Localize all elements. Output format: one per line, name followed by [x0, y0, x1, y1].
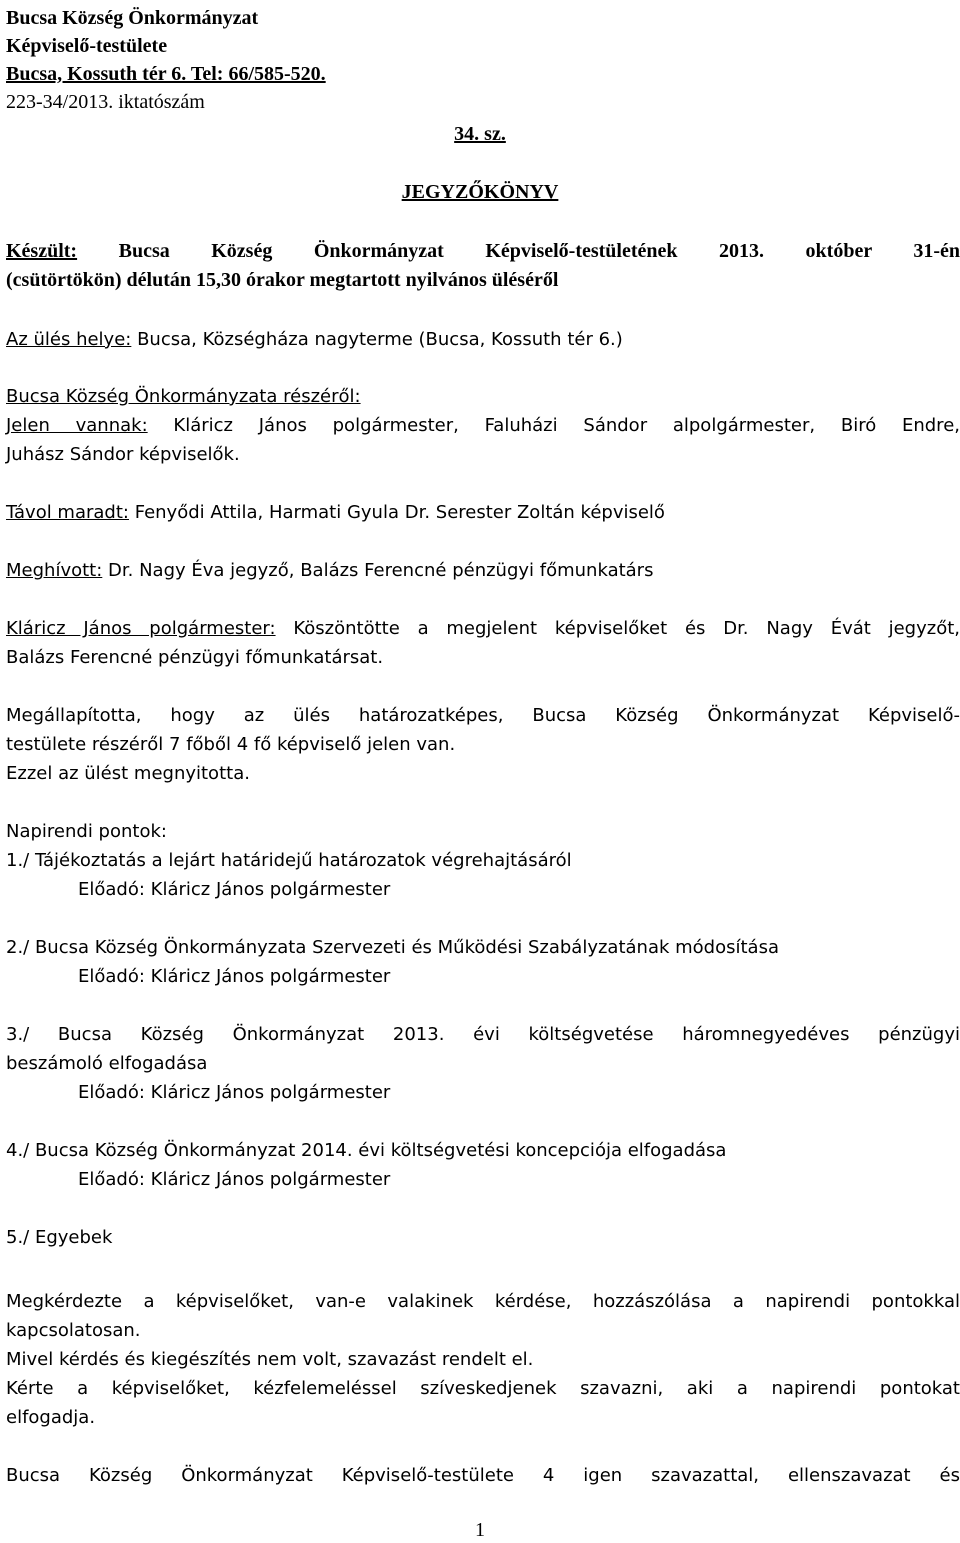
org-address-text: Bucsa, Kossuth tér 6. Tel: 66/585-520. [6, 63, 326, 85]
closing-p4-line-1: Bucsa Község Önkormányzat Képviselő-testülete 4 igen szavazattal, ellenszavazat és [6, 1465, 960, 1486]
body-name: Képviselő-testülete [6, 35, 168, 57]
venue-line [6, 328, 960, 352]
agenda-item-3-cont: beszámoló elfogadása [6, 1053, 208, 1074]
org-address [6, 62, 960, 86]
closing-p1-line-2: kapcsolatosan. [6, 1320, 141, 1341]
closing-p3-line-2: elfogadja. [6, 1407, 96, 1428]
venue-text: Bucsa, Községháza nagyterme (Bucsa, Kossuth tér 6.) [131, 329, 623, 350]
doc-title: JEGYZŐKÖNYV [401, 181, 559, 203]
present-line-2: Juhász Sándor képviselők. [6, 444, 240, 465]
agenda-item-4: 4./ Bucsa Község Önkormányzat 2014. évi költségvetési koncepciója elfogadása [6, 1140, 727, 1161]
page-number: 1 [475, 1519, 485, 1541]
quorum-line-1: Megállapította, hogy az ülés határozatképes, Bucsa Község Önkormányzat Képviselő- [6, 705, 960, 726]
agenda-item-4-presenter: Előadó: Kláricz János polgármester [78, 1169, 391, 1190]
made-label: Készült: [6, 240, 78, 262]
closing-p3-line-1: Kérte a képviselőket, kézfelemeléssel szíveskedjenek szavazni, aki a napirendi pontokat [6, 1378, 960, 1399]
present-label: Jelen vannak: [6, 415, 148, 436]
on-behalf [6, 385, 960, 409]
absent-line [6, 501, 960, 525]
closing-p1-line-1: Megkérdezte a képviselőket, van-e valakinek kérdése, hozzászólása a napirendi pontokkal [6, 1291, 960, 1312]
file-number: 223-34/2013. iktatószám [6, 91, 205, 113]
agenda-item-1: 1./ Tájékoztatás a lejárt határidejű határozatok végrehajtásáról [6, 850, 572, 871]
agenda-title: Napirendi pontok: [6, 821, 167, 842]
present-line-1 [6, 414, 960, 438]
made-line-1 [6, 239, 960, 263]
venue-label: Az ülés helye: [6, 329, 132, 350]
greeting-line-2: Balázs Ferencné pénzügyi főmunkatársat. [6, 647, 384, 668]
agenda-item-3-presenter: Előadó: Kláricz János polgármester [78, 1082, 391, 1103]
agenda-item-5: 5./ Egyebek [6, 1227, 113, 1248]
greeting-line-1 [6, 617, 960, 641]
absent-text: Fenyődi Attila, Harmati Gyula Dr. Serester Zoltán képviselő [128, 502, 665, 523]
invited-label: Meghívott: [6, 560, 103, 581]
made-text-1: Bucsa Község Önkormányzat Képviselő-testületének 2013. október 31-én [118, 240, 960, 262]
quorum-line-2: testülete részéről 7 főből 4 fő képviselő jelen van. [6, 734, 456, 755]
doc-number: 34. sz. [454, 123, 506, 145]
invited-text: Dr. Nagy Éva jegyző, Balázs Ferencné pénzügyi főmunkatárs [102, 560, 654, 581]
invited-line [6, 559, 960, 583]
agenda-item-2-presenter: Előadó: Kláricz János polgármester [78, 966, 391, 987]
made-line-2: (csütörtökön) délután 15,30 órakor megtartott nyilvános üléséről [6, 269, 559, 291]
quorum-line-3: Ezzel az ülést megnyitotta. [6, 763, 250, 784]
closing-p2: Mivel kérdés és kiegészítés nem volt, szavazást rendelt el. [6, 1349, 534, 1370]
on-behalf-text: Bucsa Község Önkormányzata részéről: [6, 386, 361, 407]
greeting-text-1: Köszöntötte a megjelent képviselőket és Dr. Nagy Évát jegyzőt, [275, 618, 960, 639]
present-text-1: Kláricz János polgármester, Faluházi Sándor alpolgármester, Biró Endre, [147, 415, 960, 436]
agenda-item-2: 2./ Bucsa Község Önkormányzata Szervezeti és Működési Szabályzatának módosítása [6, 937, 779, 958]
agenda-item-3: 3./ Bucsa Község Önkormányzat 2013. évi költségvetése háromnegyedéves pénzügyi [6, 1024, 960, 1045]
agenda-item-1-presenter: Előadó: Kláricz János polgármester [78, 879, 391, 900]
org-name: Bucsa Község Önkormányzat [6, 7, 259, 29]
greeting-label: Kláricz János polgármester: [6, 618, 276, 639]
absent-label: Távol maradt: [6, 502, 129, 523]
